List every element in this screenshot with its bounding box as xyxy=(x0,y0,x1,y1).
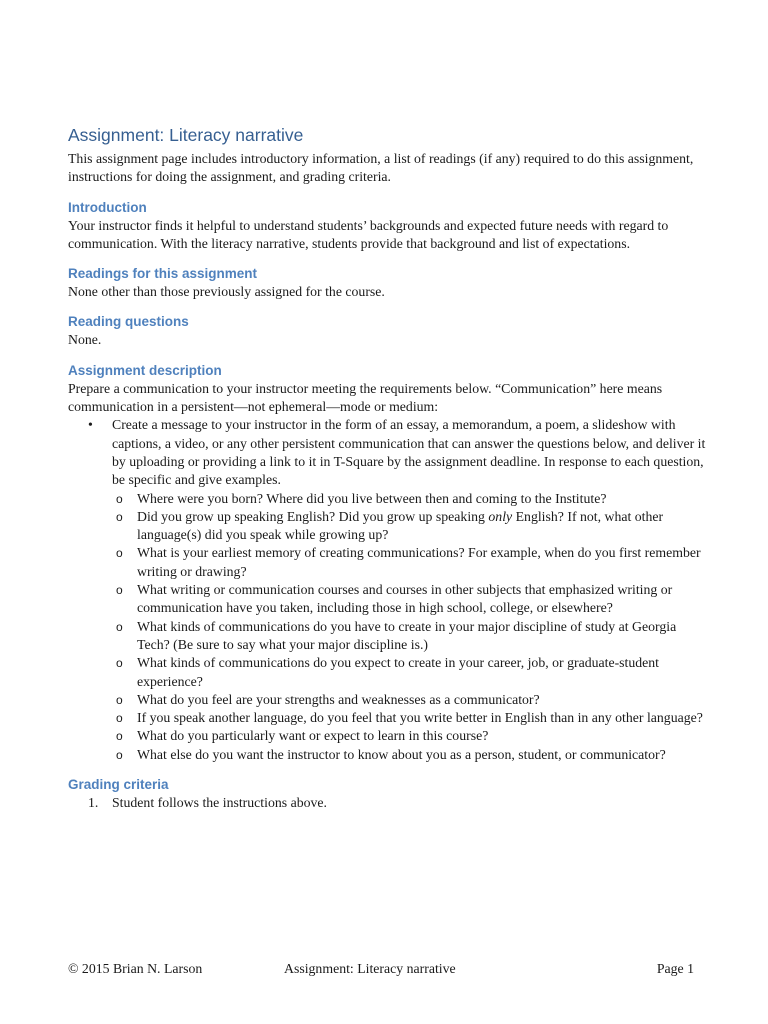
sub-bullet-marker: o xyxy=(116,619,123,634)
question-item xyxy=(116,727,708,745)
sub-bullet-marker: o xyxy=(116,692,123,707)
question-text: What kinds of communications do you have to create in your major discipline of study at Georgia Tech? (Be sure to say what your major discipline is.) xyxy=(137,618,677,652)
question-item xyxy=(116,508,708,545)
question-item xyxy=(116,746,708,764)
introduction-heading: Introduction xyxy=(68,199,147,215)
document-page xyxy=(68,124,708,812)
footer-page-number: Page 1 xyxy=(656,961,694,976)
footer-title: Assignment: Literacy narrative xyxy=(284,961,456,976)
sub-bullet-marker: o xyxy=(116,509,123,524)
question-item xyxy=(116,618,708,655)
sub-bullet-marker: o xyxy=(116,656,123,671)
question-item xyxy=(116,490,708,508)
question-list xyxy=(68,490,708,764)
sub-bullet-marker: o xyxy=(116,711,123,726)
assignment-description-heading: Assignment description xyxy=(68,362,222,378)
criteria-number: 1. xyxy=(88,795,99,811)
question-item xyxy=(116,654,708,691)
sub-bullet-marker: o xyxy=(116,491,123,506)
sub-bullet-marker: o xyxy=(116,729,123,744)
bullet-list xyxy=(68,416,708,489)
readings-body: None other than those previously assigned for the course. xyxy=(68,284,385,300)
question-text: Where were you born? Where did you live between then and coming to the Institute? xyxy=(137,490,607,506)
readings-heading: Readings for this assignment xyxy=(68,266,258,282)
question-item xyxy=(116,691,708,709)
question-text: If you speak another language, do you feel that you write better in English than in any other language? xyxy=(137,710,703,726)
sub-bullet-marker: o xyxy=(116,546,123,561)
question-text: What do you feel are your strengths and weaknesses as a communicator? xyxy=(137,691,540,707)
sub-bullet-marker: o xyxy=(116,583,123,598)
question-item xyxy=(116,544,708,581)
grading-criteria-heading: Grading criteria xyxy=(68,777,169,793)
emphasis: only xyxy=(488,508,513,524)
criteria-item xyxy=(88,794,708,812)
question-item xyxy=(116,581,708,618)
bullet-text: Create a message to your instructor in the form of an essay, a memorandum, a poem, a slideshow with captions, a video, or any other persistent communication that can answer the questions below, and deliver it by uploading or providing a link to it in T-Square by the assignment deadline. In response to each question, be specific and give examples. xyxy=(112,417,706,488)
page-title: Assignment: Literacy narrative xyxy=(68,125,304,145)
intro-paragraph: This assignment page includes introductory information, a list of readings (if any) required to do this assignment, instructions for doing the assignment, and grading criteria. xyxy=(68,151,694,185)
criteria-text: Student follows the instructions above. xyxy=(112,795,327,811)
introduction-body: Your instructor finds it helpful to understand students’ backgrounds and expected future needs with regard to communication. With the literacy narrative, students provide that background and list of expectations. xyxy=(68,217,669,251)
question-text-part: Did you grow up speaking English? Did you grow up speaking xyxy=(137,508,489,524)
reading-questions-heading: Reading questions xyxy=(68,314,189,330)
page-footer xyxy=(68,960,694,978)
question-text xyxy=(137,509,663,542)
assignment-description-body: Prepare a communication to your instructor meeting the requirements below. “Communication” here means communication in a persistent—not ephemeral—mode or medium: xyxy=(68,380,663,415)
question-text: What is your earliest memory of creating communications? For example, when do you first remember writing or drawing? xyxy=(137,545,701,579)
question-item xyxy=(116,709,708,727)
reading-questions-body: None. xyxy=(68,332,102,348)
grading-criteria-list xyxy=(68,794,708,812)
question-text: What kinds of communications do you expect to create in your career, job, or graduate-student experience? xyxy=(137,655,660,689)
question-text: What else do you want the instructor to know about you as a person, student, or communicator? xyxy=(137,746,666,762)
list-item xyxy=(88,416,708,489)
question-text-part: English? If not, what other language(s) did you speak while growing up? xyxy=(137,508,664,543)
sub-bullet-marker: o xyxy=(116,747,123,762)
footer-copyright: © 2015 Brian N. Larson xyxy=(68,961,203,976)
bullet-marker: • xyxy=(88,417,93,433)
question-text: What writing or communication courses and courses in other subjects that emphasized writing or communication have you taken, including those in high school, college, or elsewhere? xyxy=(137,582,673,616)
question-text: What do you particularly want or expect to learn in this course? xyxy=(137,728,489,744)
